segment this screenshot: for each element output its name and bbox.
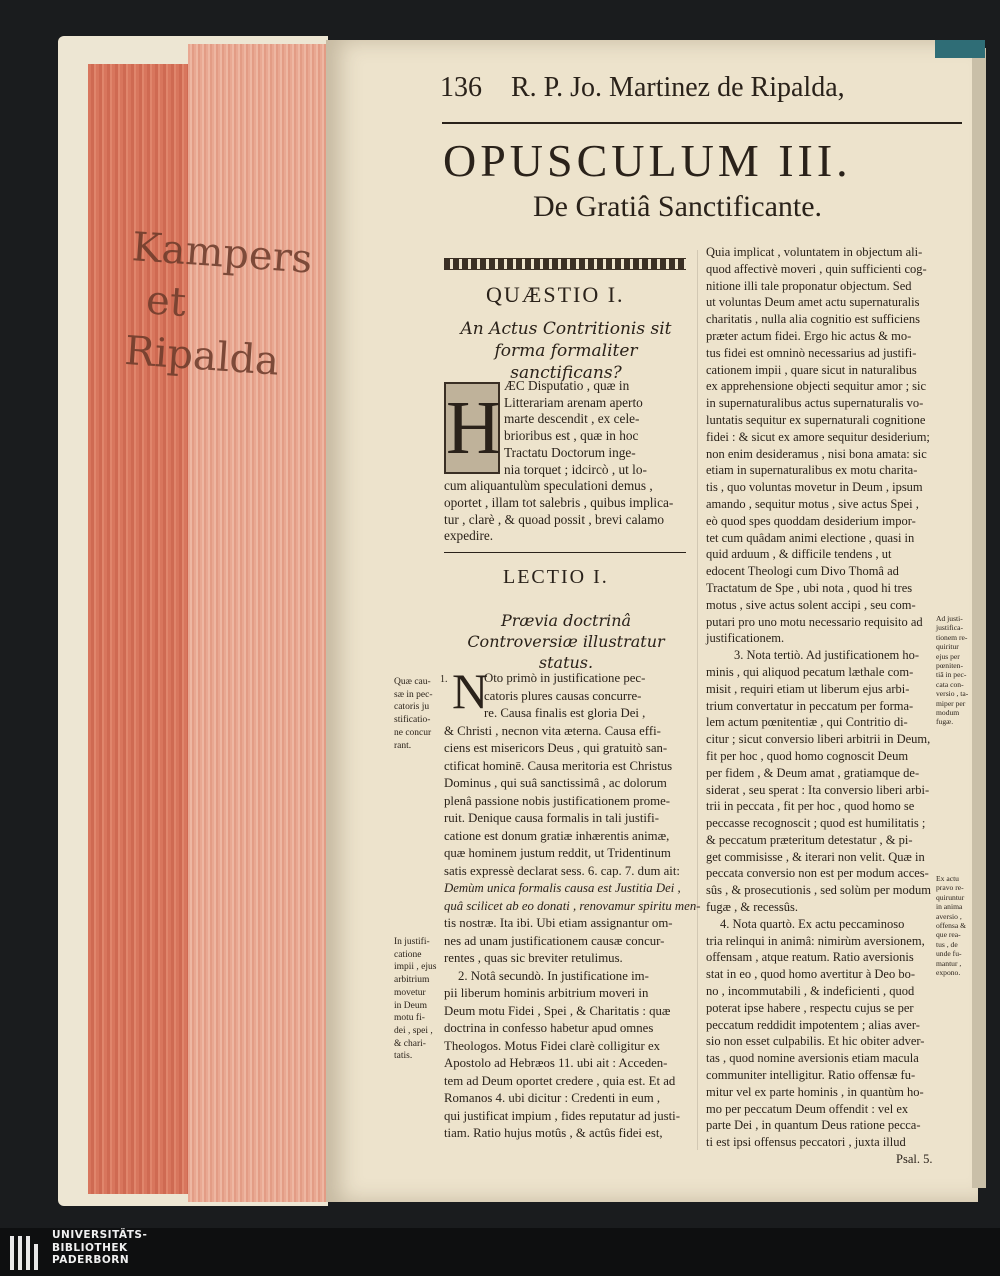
text-line: tiam. Ratio hujus motûs , & actûs fidei est, <box>444 1126 663 1140</box>
initial-letter: H <box>446 386 501 470</box>
margin-line: tiā in pec- <box>936 670 967 680</box>
text-line: marte descendit , ex cele- <box>504 411 640 427</box>
margin-line: expono. <box>936 968 961 978</box>
text-line: no , incommutabili , & indeficienti , quod <box>706 984 915 999</box>
margin-line: sæ in pec- <box>394 689 433 700</box>
margin-line: impii , ejus <box>394 962 437 973</box>
text-line: nia torquet ; idcircò , ut lo- <box>504 461 647 477</box>
opusculum-subtitle: De Gratiâ Sanctificante. <box>533 190 823 223</box>
text-line: cum aliquantulùm speculationi demus , <box>444 478 653 494</box>
text-line: Theologos. Motus Fidei clarè colligitur ex <box>444 1038 661 1053</box>
ornament-band <box>444 258 686 270</box>
bookmark-strip <box>935 40 985 58</box>
text-line: Litterariam arenam aperto <box>504 394 643 410</box>
margin-note-conversion <box>936 614 976 727</box>
text-line: in supernaturalibus actus supernaturalis vo- <box>706 396 924 411</box>
margin-line: Ex actu <box>936 874 959 883</box>
decorated-initial <box>444 382 500 474</box>
margin-line: stificatio- <box>394 715 431 726</box>
text-line: pii liberum hominis arbitrium moveri in <box>444 986 649 1000</box>
lectio-title: Prævia doctrinâ Controversiæ illustratur status. <box>467 611 665 672</box>
text-line: peccata conversio non est per modum acces- <box>706 866 929 881</box>
text-line: misit , requiri etiam ut liberum ejus arbi- <box>706 681 910 696</box>
margin-line: Ad justi- <box>936 614 963 623</box>
margin-note-sin <box>936 874 976 977</box>
text-line: tis nostræ. Ita ibi. Ubi etiam assignantur om- <box>444 916 673 930</box>
text-line: satis expressè declarat sess. 6. cap. 7. dum ait: <box>444 863 680 878</box>
text-line: siderat , seu sperat : Ita conversio liberi arbi- <box>706 782 930 797</box>
text-line: Apostolo ad Hebræos 11. ubi ait : Acceden- <box>444 1056 668 1070</box>
left-column-body <box>444 670 701 1143</box>
text-line: tus fidei est omninò necessarius ad justifi- <box>706 345 917 360</box>
margin-line: motu fi- <box>394 1013 425 1024</box>
margin-line: que rea- <box>936 930 961 940</box>
header-rule <box>442 122 962 124</box>
margin-line: tus , de <box>936 939 958 949</box>
page-number: 136 <box>440 72 482 103</box>
margin-paragraph-number: 1. <box>440 674 448 685</box>
text-line: etiam in supernaturalibus ex motu charita- <box>706 463 918 478</box>
margin-line: fugæ. <box>936 717 954 727</box>
text-line: Tractatu Doctorum inge- <box>504 444 636 460</box>
text-line: ti est ipsi offensus peccatori , juxta illud <box>706 1135 906 1150</box>
text-line: ciens est misericors Deus , qui gratuitò san- <box>444 741 668 755</box>
text-line: tet cum quâdam animi electione , quasi in <box>706 530 915 545</box>
margin-line: arbitrium <box>394 975 430 986</box>
text-line: minis , qui aliquod pecatum læthale com- <box>706 664 914 679</box>
margin-line: catione <box>394 949 422 960</box>
drop-cap: N <box>452 663 489 719</box>
margin-line: In justifi- <box>394 937 430 947</box>
text-line: quæ hominem justum reddit, ut Tridentinum <box>444 846 671 860</box>
lectio-heading: LECTIO I. <box>503 566 609 588</box>
text-line: parte Dei , in quantum Deus ratione pecca- <box>706 1118 921 1133</box>
running-head <box>440 72 845 104</box>
margin-line: versio , ta- <box>936 689 969 699</box>
text-line: sûs , & prosecutionis , sed solùm per modum <box>706 883 931 898</box>
margin-line: miper per <box>936 698 966 708</box>
margin-line: mantur , <box>936 958 962 968</box>
text-line: peccatum reddidit impotentem ; alias aver- <box>706 1017 920 1032</box>
text-line: qui justificat impium , fides reputatur ad justi- <box>444 1108 680 1123</box>
text-line: stat in eo , quod homo avertitur à Deo bo- <box>706 967 915 982</box>
text-line: ctificat hominē. Causa meritoria est Christus <box>444 758 673 773</box>
text-line: justificationem. <box>706 631 785 646</box>
spine-inscription-line: Kampers <box>130 224 314 283</box>
text-line: quâ scilicet ab eo donati , renovamur spiritu men- <box>444 898 701 913</box>
text-line: doctrina in confesso habetur apud omnes <box>444 1021 654 1035</box>
text-line: nes ad unam justificationem causæ concur- <box>444 933 665 948</box>
text-line: plenâ passione nobis justificationem prome- <box>444 793 671 808</box>
logo-line: UNIVERSITÄTS- <box>52 1229 148 1241</box>
text-line: sio non esset culpabilis. Et hic obiter adver- <box>706 1034 925 1049</box>
text-line: poterat ipse habere , respectu cujus se per <box>706 1000 914 1015</box>
opusculum-heading: OPUSCULUM III. <box>443 135 852 186</box>
text-line: fit per hoc , quod homo cognoscit Deum <box>706 748 909 763</box>
margin-line: quiritur <box>936 642 959 652</box>
margin-line: pravo re- <box>936 883 964 893</box>
margin-line: movetur <box>394 987 426 998</box>
text-line: tur , clarè , & quoad possit , brevi calamo <box>444 511 665 527</box>
text-line: 3. Nota tertiò. Ad justificationem ho- <box>734 648 920 663</box>
text-line: nitione illi tale proponatur objectum. Sed <box>706 278 912 293</box>
text-line: Quia implicat , voluntatem in objectum ali- <box>706 245 923 259</box>
logo-line: PADERBORN <box>52 1254 130 1266</box>
text-line: putari pro uno motu necessario requisito ad <box>706 614 923 629</box>
margin-line: & chari- <box>394 1038 426 1049</box>
margin-note-justification <box>394 936 442 1063</box>
text-line: tis , quo voluntas movetur in Deum , ipsum <box>706 480 923 495</box>
text-line: fugæ , & recessûs. <box>706 900 798 915</box>
text-line: rentes , quas sic breviter retulimus. <box>444 951 623 965</box>
right-column-body <box>706 244 964 1168</box>
margin-line: justifica- <box>936 623 963 633</box>
spine-inscription-line: et <box>144 277 188 327</box>
margin-line: tatis. <box>394 1051 413 1062</box>
margin-line: in Deum <box>394 1000 427 1011</box>
text-line: Dominus , qui suâ sanctissimâ , ac dolorum <box>444 776 667 790</box>
text-line: get commisisse , & iterari non velit. Quæ in <box>706 849 925 864</box>
text-line: & Christi , necnon vita æterna. Causa effi- <box>444 723 661 738</box>
text-line: oportet , illam tot salebris , quibus implica- <box>444 494 674 510</box>
text-line: trium convertatur in peccatum per forma- <box>706 698 914 713</box>
text-line: edocent Theologi cum Divo Thomâ ad <box>706 564 899 579</box>
margin-line: ne concur <box>394 727 432 738</box>
text-line: citur ; sicut conversio liberi arbitrii in Deum, <box>706 732 931 747</box>
margin-line: modum <box>936 708 960 718</box>
column-gutter <box>697 250 698 1150</box>
margin-line: Quæ cau- <box>394 677 431 687</box>
text-line: catione est donum gratiæ inhærentis animæ, <box>444 828 670 843</box>
margin-line: rant. <box>394 740 412 751</box>
text-line: fidei : & sicut ex amore sequitur desiderium; <box>706 429 930 444</box>
margin-line: tionem re- <box>936 632 968 642</box>
text-line: tria relinqui in animâ: nimirùm aversionem, <box>706 933 925 948</box>
footer-bar <box>0 1228 1000 1276</box>
text-line: catoris plures causas concurre- <box>484 688 642 703</box>
text-line: eò quod spes quoddam desiderium impor- <box>706 513 916 528</box>
margin-line: aversio , <box>936 911 962 921</box>
text-line: communiter intelligitur. Ratio offensæ fu- <box>706 1068 916 1083</box>
text-line: ex apprehensione objecti sequitur amor ; sic <box>706 379 927 394</box>
text-line: offensam , atque reatum. Ratio aversionis <box>706 950 914 965</box>
section-rule <box>444 552 686 553</box>
margin-line: offensa & <box>936 921 967 931</box>
text-line: per fidem , & Deum amat , gratiamque de- <box>706 765 920 780</box>
margin-line: unde fu- <box>936 949 962 959</box>
quaestio-title: An Actus Contritionis sit forma formaliter sanctificans? <box>460 319 672 383</box>
margin-line: dei , spei , <box>394 1025 433 1036</box>
page-edges <box>188 44 328 1202</box>
text-line: re. Causa finalis est gloria Dei , <box>484 706 646 720</box>
library-logo-icon <box>6 1232 46 1272</box>
text-line: charitatis , nulla alia cognitio est sufficiens <box>706 312 920 327</box>
text-line: Deum motu Fidei , Spei , & Charitatis : quæ <box>444 1003 671 1018</box>
text-line: lem actum pœnitentiæ , qui Contritio di- <box>706 715 908 730</box>
margin-note-causes <box>394 676 442 752</box>
margin-line: pœniten- <box>936 661 963 671</box>
library-logo-text <box>52 1229 147 1267</box>
text-line: peccasse recognoscit ; quod est humilitatis ; <box>706 816 926 831</box>
text-line: 2. Notâ secundò. In justificatione im- <box>458 968 649 983</box>
text-line: ut voluntas Deum amet actu supernaturalis <box>706 295 920 310</box>
text-line: mitur vel ex parte hominis , in quantùm ho- <box>706 1084 924 1099</box>
margin-line: catoris ju <box>394 702 430 713</box>
text-line: ruit. Denique causa formalis in tali justifi- <box>444 811 660 825</box>
text-line: mo per peccatum Deum offendit : vel ex <box>706 1101 909 1116</box>
margin-line: ejus per <box>936 651 960 661</box>
text-line: expedire. <box>444 528 494 544</box>
spine-inscription-line: Ripalda <box>123 327 281 385</box>
text-line: & peccatum præteritum detestatur , & pi- <box>706 832 913 847</box>
margin-line: cata con- <box>936 679 964 689</box>
running-title: R. P. Jo. Martinez de Ripalda, <box>511 72 845 103</box>
text-line: cationem impii , quare sicut in naturalibus <box>706 362 917 377</box>
logo-line: BIBLIOTHEK <box>52 1241 128 1254</box>
text-line: motus , sive actus solent accipi , seu com- <box>706 597 916 612</box>
margin-line: in anima <box>936 902 963 912</box>
text-line: præter actum fidei. Ergo hic actus & mo- <box>706 328 912 343</box>
text-line: non enim desideramus , nisi bona amata: sic <box>706 446 927 461</box>
text-line: Romanos 4. ubi dicitur : Credenti in eum , <box>444 1091 661 1105</box>
text-line: Oto primò in justificatione pec- <box>484 671 646 685</box>
spine-inscription <box>123 221 334 395</box>
text-line: Psal. 5. <box>896 1152 933 1167</box>
text-line: amando , sequitur motus , sive actus Spei , <box>706 496 919 511</box>
text-line: brioribus est , quæ in hoc <box>504 428 639 444</box>
text-line: luntatis sequitur ex supernaturali cognitione <box>706 412 926 427</box>
text-line: Tractatum de Spe , ubi nota , quod hi tres <box>706 580 913 595</box>
text-line: ÆC Disputatio , quæ in <box>504 378 630 393</box>
margin-line: quiruntur <box>936 892 965 902</box>
quaestio-heading: QUÆSTIO I. <box>486 282 625 307</box>
text-line: Demùm unica formalis causa est Justitia Dei , <box>444 881 681 895</box>
text-line: quod affectivè moveri , quin sufficienti cog- <box>706 261 927 276</box>
text-line: 4. Nota quartò. Ex actu peccaminoso <box>720 916 905 931</box>
text-line: tas , quod nomine aversionis etiam macula <box>706 1051 919 1066</box>
text-line: quid arduum , & difficile tendens , ut <box>706 547 892 562</box>
text-line: tem ad Deum oportet credere , quia est. Et ad <box>444 1073 676 1088</box>
text-line: trii in peccata , fit per hoc , quod homo se <box>706 799 915 814</box>
